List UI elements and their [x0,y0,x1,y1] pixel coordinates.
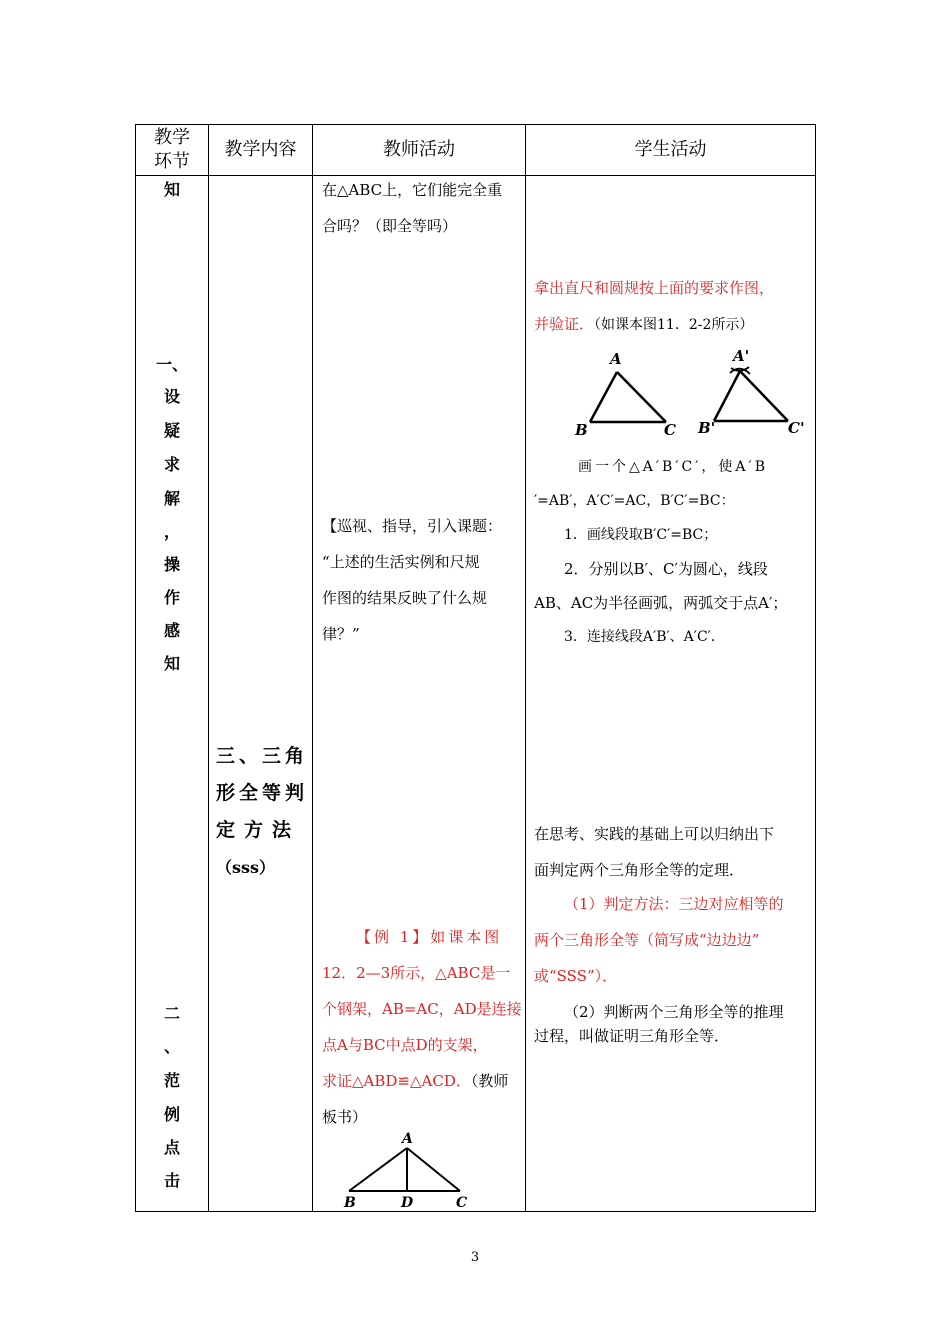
fig2-label-c: C [664,421,676,439]
col1-section2-char: 点 [163,1138,180,1157]
steps-intro-line1: 画一个△A′B′C′，使A′B [578,459,768,475]
col1-top-char: 知 [163,180,180,199]
rule1-line3: 或“SSS”）． [534,967,618,985]
col1-section2-char: 例 [163,1105,180,1124]
col2-line2: 形全等判 [216,782,309,804]
example-line3: 个钢架，AB=AC，AD是连接 [322,1000,522,1018]
rule1-line2: 两个三角形全等（简写成“边边边” [534,931,760,949]
teacher-question-line2: 合吗？（即全等吗） [322,217,458,235]
header-col1-line2: 环节 [154,151,190,172]
example-line1: 【例 1】如课本图 [356,928,503,946]
fig1-label-a: A [402,1131,413,1147]
example-line5-red: 求证△ABD≌△ACD． [322,1072,471,1090]
summary-line1: 在思考、实践的基础上可以归纳出下 [534,825,775,843]
col-divider-3 [525,124,526,1212]
fig2-label-b-prime: B' [698,419,716,437]
col1-section1-char: 操 [163,555,180,574]
example-line5-tail: （教师 [470,1072,509,1090]
step-2-cont: AB、AC为半径画弧，两弧交于点A′； [534,594,788,612]
col-divider-2 [312,124,313,1212]
col2-line1: 三、三角 [216,745,309,767]
table-top-border [135,124,816,125]
header-col1-line1: 教学 [154,127,190,148]
header-col2: 教学内容 [224,139,297,160]
steps-intro-line2: ′=AB′，A′C′=AC，B′C′=BC： [534,493,735,509]
step-1: 1．画线段取B′C′=BC； [564,527,718,543]
rule1-line1: （1）判定方法：三边对应相等的 [564,895,784,913]
teacher-guide-line2: “上述的生活实例和尺规 [322,553,480,571]
col1-section2-char: 、 [163,1037,180,1056]
col2-content-title [216,738,308,886]
header-col3: 教师活动 [383,139,455,160]
col1-section2-char: 二 [163,1004,180,1023]
step-3: 3．连接线段A′B′、A′C′． [564,629,725,645]
header-col4: 学生活动 [634,139,707,160]
col2-line3: 定方法 [216,819,301,841]
example-line6: 板书） [322,1108,368,1126]
rule-1 [534,886,814,994]
student-intro-red: 并验证． [534,315,595,333]
col2-line4: （sss） [216,858,276,877]
table-bottom-border [135,1211,816,1212]
col1-section1-char: 知 [163,654,180,673]
teacher-guide-line3: 作图的结果反映了什么规 [322,589,488,607]
header-col1 [136,126,208,174]
col1-section2-char: 击 [163,1171,180,1190]
example-triangle-figure [340,1128,480,1210]
step-2: 2．分别以B′、C′为圆心，线段 [564,560,768,578]
teacher-guide [322,508,522,652]
fig2-label-b: B [575,421,588,439]
example-1 [322,919,522,1135]
fig2-label-a: A [610,350,622,368]
col-divider-1 [208,124,209,1212]
summary-line2: 面判定两个三角形全等的定理． [534,861,745,879]
fig1-label-b: B [344,1195,356,1210]
rule-2 [534,1000,814,1048]
teacher-question-line1: 在△ABC上，它们能完全重 [322,181,503,199]
fig2-label-a-prime: A' [733,347,750,365]
student-intro [534,270,814,343]
rule2-line1: （2）判断两个三角形全等的推理 [564,1003,784,1021]
col1-section1-char: 求 [163,455,180,474]
col1-section1-char: 作 [163,588,180,607]
teacher-question [322,172,522,244]
col1-section1-char: 解 [163,489,180,508]
student-steps [534,450,814,654]
fig2-label-c-prime: C' [788,419,805,437]
col1-section1-char: 疑 [163,421,180,440]
student-triangles-figure [570,344,810,440]
table-right-border [815,124,816,1212]
col1-section1-char: 感 [163,621,180,640]
example-line2: 12．2—3所示，△ABC是一 [322,964,511,982]
student-intro-line1: 拿出直尺和圆规按上面的要求作图， [534,279,775,297]
col1-section1-char: ， [163,522,180,541]
col1-section2-char: 范 [163,1071,180,1090]
example-line5 [322,1063,522,1099]
page-number: 3 [470,1250,480,1265]
student-intro-line2 [534,306,814,343]
rule2-line2: 过程，叫做证明三角形全等． [534,1027,730,1045]
teacher-guide-line4: 律？” [322,625,360,643]
student-intro-tail: （如课本图11．2-2所示） [594,317,754,333]
col1-section1-char: 设 [163,387,180,406]
teacher-guide-line1: 【巡视、指导，引入课题： [322,517,503,535]
col1-section1-char: 一、 [155,355,188,374]
student-summary [534,816,814,888]
example-line4: 点A与BC中点D的支架， [322,1036,488,1054]
fig1-label-d: D [401,1195,414,1210]
fig1-label-c: C [456,1195,468,1210]
